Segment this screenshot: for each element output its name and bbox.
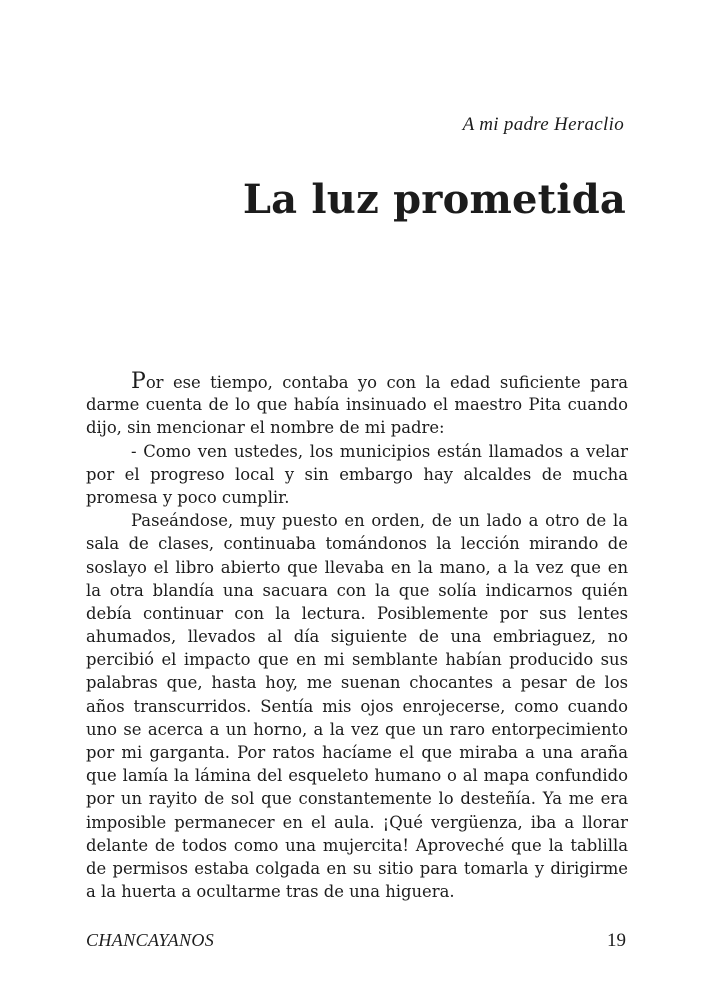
body-line: Paseándose, muy puesto en orden, de un lado a otro de la bbox=[131, 511, 628, 531]
body-line: años transcurridos. Sentía mis ojos enrojecerse, como cuando bbox=[86, 696, 628, 716]
body-line: a la huerta a ocultarme tras de una higuera. bbox=[86, 882, 455, 902]
body-line: darme cuenta de lo que había insinuado el maestro Pita cuando bbox=[86, 395, 628, 415]
body-line: por el progreso local y sin embargo hay alcaldes de mucha bbox=[86, 464, 628, 484]
body-line: delante de todos como una mujercita! Aproveché que la tablilla bbox=[86, 835, 628, 855]
body-line: - Como ven ustedes, los municipios están llamados a velar bbox=[131, 441, 628, 461]
page-number: 19 bbox=[607, 930, 626, 951]
body-line: dijo, sin mencionar el nombre de mi padre: bbox=[86, 418, 445, 438]
body-line: sala de clases, continuaba tomándonos la lección mirando de bbox=[86, 534, 628, 554]
body-line: imposible permanecer en el aula. ¡Qué vergüenza, iba a llorar bbox=[86, 812, 628, 832]
drop-cap: P bbox=[131, 369, 146, 394]
body-line: promesa y poco cumplir. bbox=[86, 487, 290, 507]
body-line: ahumados, llevados al día siguiente de una embriaguez, no bbox=[86, 627, 628, 647]
dedication: A mi padre Heraclio bbox=[462, 114, 624, 135]
body-line: la otra blandía una sacuara con la que solía indicarnos quién bbox=[86, 580, 628, 600]
body-line: por un rayito de sol que constantemente lo desteñía. Ya me era bbox=[86, 789, 628, 809]
body-line: debía continuar con la lectura. Posiblemente por sus lentes bbox=[86, 603, 628, 623]
body-line: por mi garganta. Por ratos hacíame el que miraba a una araña bbox=[86, 743, 628, 762]
body-line: Por ese tiempo, contaba yo con la edad suficiente para bbox=[131, 369, 628, 394]
body-text bbox=[86, 370, 628, 903]
body-line: soslayo el libro abierto que llevaba en la mano, a la vez que en bbox=[86, 557, 628, 577]
body-line: de permisos estaba colgada en su sitio para tomarla y dirigirme bbox=[86, 858, 628, 878]
body-line: palabras que, hasta hoy, me suenan chocantes a pesar de los bbox=[86, 673, 628, 693]
body-line: uno se acerca a un horno, a la vez que un raro entorpecimiento bbox=[86, 719, 628, 739]
chapter-title: La luz prometida bbox=[242, 176, 626, 223]
body-line: que lamía la lámina del esqueleto humano o al mapa confundido bbox=[86, 766, 628, 786]
body-line: percibió el impacto que en mi semblante habían producido sus bbox=[86, 650, 628, 670]
running-footer-title: CHANCAYANOS bbox=[86, 930, 215, 950]
